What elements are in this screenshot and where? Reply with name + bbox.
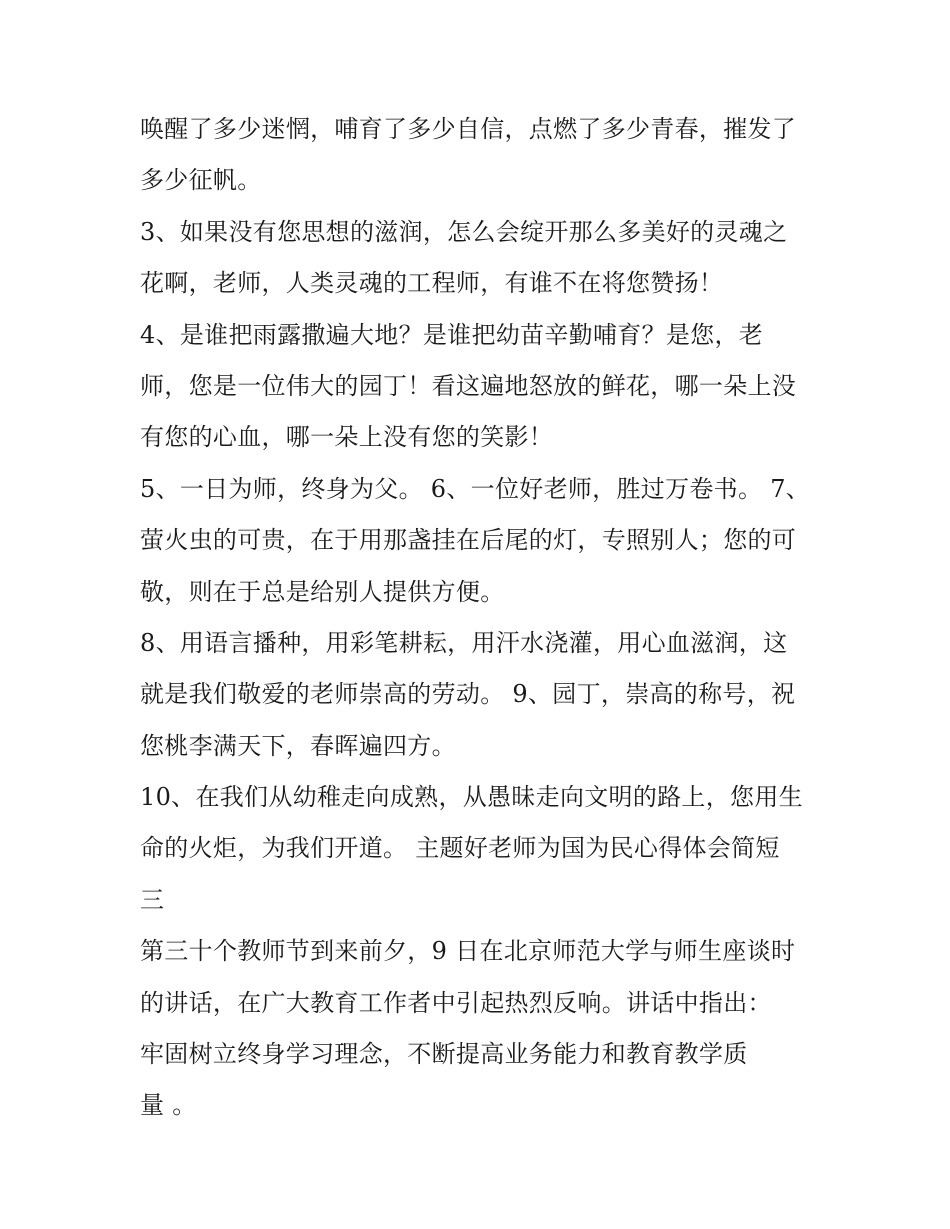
text-line: 就是我们敬爱的老师崇高的劳动。 9、园丁，崇高的称号，祝: [140, 680, 796, 709]
text-line: 多少征帆。: [140, 166, 262, 195]
text-line: 三: [140, 885, 165, 914]
text-line: 您桃李满天下，春晖遍四方。: [140, 731, 456, 760]
text-line: 10、在我们从幼稚走向成熟，从愚昧走向文明的路上，您用生: [140, 783, 803, 812]
text-line: 花啊，老师，人类灵魂的工程师，有谁不在将您赞扬！: [140, 269, 724, 298]
text-line: 牢固树立终身学习理念，不断提高业务能力和教育教学质: [140, 1040, 748, 1069]
text-line: 5、一日为师，终身为父。 6、一位好老师，胜过万卷书。 7、: [140, 474, 811, 503]
text-line: 师，您是一位伟大的园丁！看这遍地怒放的鲜花，哪一朵上没: [140, 371, 797, 400]
text-line: 敬，则在于总是给别人提供方便。: [140, 577, 505, 606]
text-line: 命的火炬，为我们开道。 主题好老师为国为民心得体会简短: [140, 834, 780, 863]
text-line: 的讲话，在广大教育工作者中引起热烈反响。讲话中指出：: [140, 988, 772, 1017]
text-line: 量 。: [140, 1091, 197, 1120]
text-line: 唤醒了多少迷惘，哺育了多少自信，点燃了多少青春，摧发了: [140, 115, 797, 143]
text-line: 8、用语言播种，用彩笔耕耘，用汗水浇灌，用心血滋润，这: [140, 628, 788, 657]
text-line: 萤火虫的可贵，在于用那盏挂在后尾的灯，专照别人；您的可: [140, 526, 797, 555]
text-line: 第三十个教师节到来前夕，9 日在北京师范大学与师生座谈时: [140, 937, 796, 966]
text-line: 有您的心血，哪一朵上没有您的笑影！: [140, 423, 554, 452]
text-line: 3、如果没有您思想的滋润，怎么会绽开那么多美好的灵魂之: [140, 217, 788, 246]
text-line: 4、是谁把雨露撒遍大地？是谁把幼苗辛勤哺育？是您，老: [140, 320, 764, 349]
body-text: [140, 104, 815, 1132]
